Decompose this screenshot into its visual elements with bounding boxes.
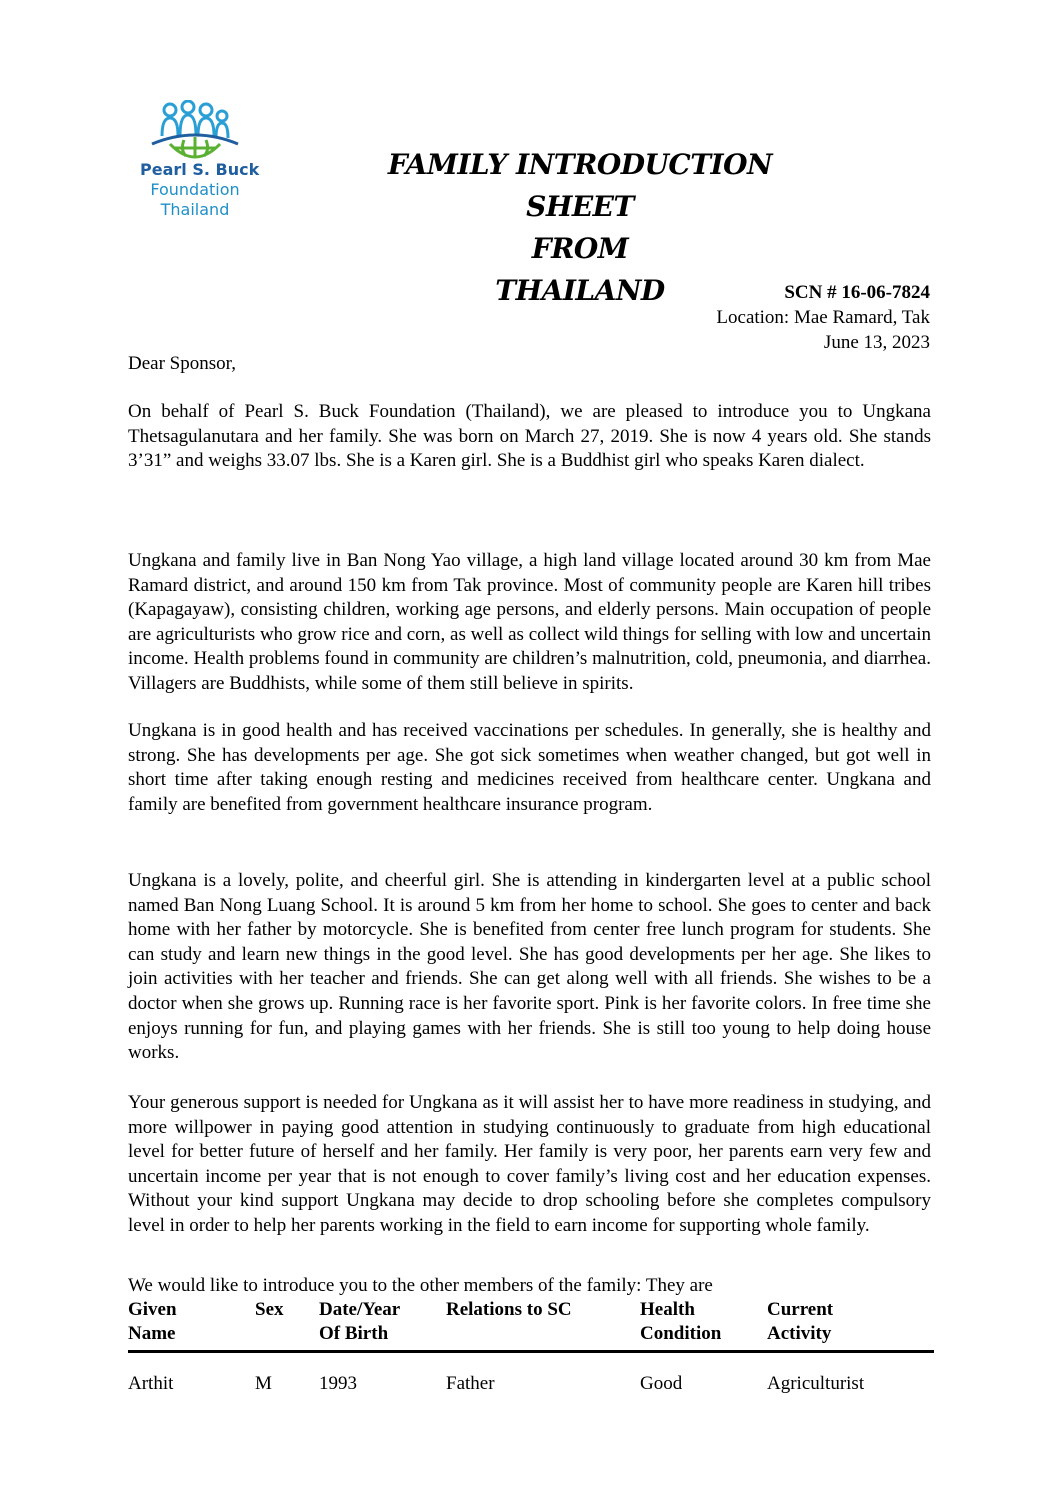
cell-relation: Father — [446, 1373, 495, 1394]
foundation-logo — [140, 100, 260, 260]
header-relation — [446, 1298, 640, 1352]
header-sex — [255, 1298, 319, 1352]
cell-sex: M — [255, 1373, 272, 1394]
header-text: Health — [640, 1299, 695, 1320]
header-health — [640, 1298, 767, 1352]
logo-text-line3: Thailand — [160, 200, 230, 219]
table-header-row — [128, 1298, 934, 1352]
cell-birth-year: 1993 — [319, 1373, 357, 1394]
header-text: Name — [128, 1323, 176, 1344]
table-row — [128, 1352, 934, 1396]
header-text: Sex — [255, 1299, 284, 1320]
table-header — [128, 1298, 934, 1352]
scn-number: SCN # 16-06-7824 — [784, 282, 930, 303]
cell-health: Good — [640, 1373, 683, 1394]
header-meta — [716, 280, 930, 355]
header-birth-year — [319, 1298, 446, 1352]
cell-given-name: Arthit — [128, 1373, 174, 1394]
family-intro-line: We would like to introduce you to the other members of the family: They are — [128, 1275, 713, 1296]
header-text: Condition — [640, 1323, 722, 1344]
paragraph-community: Ungkana and family live in Ban Nong Yao village, a high land village located around 30 km from Mae Ramard district, and around 150 km from Tak province. Most of community people are Karen hill tribes (Kapagayaw), consisting children, working age persons, and elderly persons. Main occupation of people are agriculturists who grow rice and corn, as well as collect wild things for selling with low and uncertain income. Health problems found in community are children’s malnutrition, cold, pneumonia, and diarrhea. Villagers are Buddhists, while some of them still believe in spirits. — [128, 550, 931, 694]
header-given-name — [128, 1298, 255, 1352]
header-text: Of Birth — [319, 1323, 389, 1344]
title-line2: FROM — [531, 232, 629, 265]
title-line1: FAMILY INTRODUCTION SHEET — [387, 148, 773, 223]
paragraph-introduction: On behalf of Pearl S. Buck Foundation (Thailand), we are pleased to introduce you to Ungkana Thetsagulanutara and her family. She was born on March 27, 2019. She is now 4 years old. She stands 3’31” and weighs 33.07 lbs. She is a Karen girl. She is a Buddhist girl who speaks Karen dialect. — [128, 401, 931, 472]
logo-text-line1: Pearl S. Buck — [140, 160, 260, 179]
cell-activity: Agriculturist — [767, 1373, 865, 1394]
header-text: Date/Year — [319, 1299, 401, 1320]
paragraph-personality: Ungkana is a lovely, polite, and cheerful girl. She is attending in kindergarten level at a public school named Ban Nong Luang School. It is around 5 km from her home to school. She goes to center and back home with her father by motorcycle. She is benefited from center free lunch program for students. She can study and learn new things in the good level. She has good developments per her age. She likes to join activities with her teacher and friends. She can get along well with all friends. She wishes to be a doctor when she grows up. Running race is her favorite sport. Pink is her favorite colors. In free time she enjoys running for fun, and playing games with her friends. She is still too young to help doing house works. — [128, 870, 931, 1064]
salutation: Dear Sponsor, — [128, 353, 236, 374]
logo-text-line2: Foundation — [150, 180, 240, 199]
header-activity — [767, 1298, 934, 1352]
logo-wordmark — [140, 160, 260, 220]
header-text: Current — [767, 1299, 834, 1320]
header-text: Activity — [767, 1323, 832, 1344]
location: Location: Mae Ramard, Tak — [716, 307, 930, 328]
header-text: Given — [128, 1299, 177, 1320]
letter-date: June 13, 2023 — [823, 332, 930, 353]
header-text: Relations to SC — [446, 1299, 572, 1320]
logo-emblem-icon — [140, 100, 250, 162]
table-body — [128, 1352, 934, 1396]
title-line3: THAILAND — [495, 274, 665, 307]
paragraph-health: Ungkana is in good health and has received vaccinations per schedules. In generally, she is healthy and strong. She has developments per age. She got sick sometimes when weather changed, but got well in short time after taking enough resting and medicines received from healthcare center. Ungkana and family are benefited from government healthcare insurance program. — [128, 720, 931, 815]
paragraph-support-need: Your generous support is needed for Ungkana as it will assist her to have more readiness in studying, and more willpower in paying good attention in studying continuously to graduate from high educational level for better future of herself and her family. Her family is very poor, her parents earn very few and uncertain income per year that is not enough to cover family’s living cost and her education expenses. Without your kind support Ungkana may decide to drop schooling before she completes compulsory level in order to help her parents working in the field to earn income for supporting whole family. — [128, 1092, 931, 1236]
family-members-table — [128, 1298, 934, 1395]
